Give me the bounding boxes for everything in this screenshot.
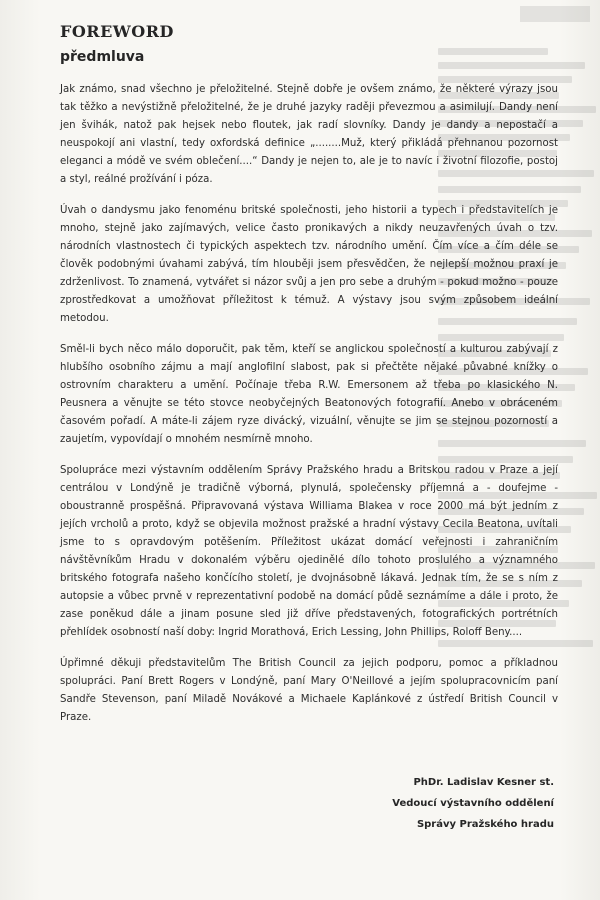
signature-role: Vedoucí výstavního oddělení xyxy=(392,798,554,809)
foreword-body xyxy=(60,81,558,740)
heading-block xyxy=(60,16,560,66)
signature-block xyxy=(392,772,554,835)
paragraph-5: Úpřimné děkuji představitelům The British Council za jejich podporu, pomoc a příkladnou spolupráci. Paní Brett Rogers v Londýně, paní Mary O'Neillové a jejím spolupracovnicím paní Sandře Stevenson, paní Miladě Novákové a Michaele Kaplánkové z ústředí British Council v Praze. xyxy=(60,658,558,723)
signature-name: PhDr. Ladislav Kesner st. xyxy=(413,777,554,788)
paragraph-3: Směl-li bych něco málo doporučit, pak těm, kteří se anglickou společností a kulturou zabývají z hlubšího osobního zájmu a mají anglofilní slabost, pak si přečtěte nějaké půvabné knížky o ostrovním charakteru a umění. Počínaje třeba R.W. Emersonem až třeba po klasického N. Peusnera a věnujte se této stovce neobyčejných Beatonových fotografií. Anebo v obráceném časovém pořadí. A máte-li zájem ryze divácký, vizuální, věnujte se jim se stejnou pozorností a zaujetím, vypovídají o mnohém nesmírně mnoho. xyxy=(60,344,558,445)
signature-org: Správy Pražského hradu xyxy=(416,819,554,830)
paragraph-4: Spolupráce mezi výstavním oddělením Správy Pražského hradu a Britskou radou v Praze a její centrálou v Londýně je tradičně výborná, plynulá, společensky příjemná a - doufejme - oboustranně prospěšná. Připravovaná výstava Williama Blakea v roce 2000 má být jedním z jejích vrcholů a proto, když se objevila možnost pražské a hradní výstavy Cecila Beatona, uvítali jsme to s opravdovým potěšením. Příležitost ukázat domácí veřejnosti i zahraničním návštěvníkům Hradu v dokonalém výběru ojedinělé dílo tohoto proslulého a významného britského fotografa našeho končícího století, je dvojnásobně lákavá. Jednak tím, že se s ním z autopsie a vůbec prvně v reprezentativní podobě na domácí půdě seznámíme a dále i proto, že zase poněkud dále a jinam posune sled již dříve představených, fotografických portrétních přehlídek osobností naší doby: Ingrid Morathová, Erich Lessing, John Phillips, Roloff Beny.... xyxy=(60,465,558,638)
paragraph-2: Úvah o dandysmu jako fenoménu britské společnosti, jeho historii a typech i představitelích je mnoho, stejně jako zajímavých, velice často pronikavých a nikdy neuzavřených úvah o tzv. národních vlastnostech či typických aspektech tzv. národního umění. Čím více a čím déle se člověk podobnými úvahami zabývá, tím hlouběji jsem přesvědčen, že nejlepší možnou praxí je zdrženlivost. To znamená, vytvářet si názor svůj a jen pro sebe a druhým - pokud možno - pouze zprostředkovat a umožňovat příležitost k témuž. A výstavy jsou svým způsobem ideální metodou. xyxy=(60,205,558,324)
heading-predmluva: předmluva xyxy=(60,49,145,65)
paragraph-1: Jak známo, snad všechno je přeložitelné. Stejně dobře je ovšem známo, že některé výrazy jsou tak těžko a nevýstižně přeložitelné, že je druhé jazyky raději převezmou a asimilují. Dandy není jen švihák, natož pak hejsek nebo floutek, jak radí slovníky. Dandy je dandy a nepostačí a neuspokojí ani vlastní, tedy oxfordská definice „........Muž, který přikládá přehnanou pozornost eleganci a módě ve svém oblečení....“ Dandy je nejen to, ale je to navíc i životní filozofie, postoj a styl, reálné prožívání i póza. xyxy=(60,84,558,185)
heading-foreword: foreword xyxy=(60,16,174,43)
